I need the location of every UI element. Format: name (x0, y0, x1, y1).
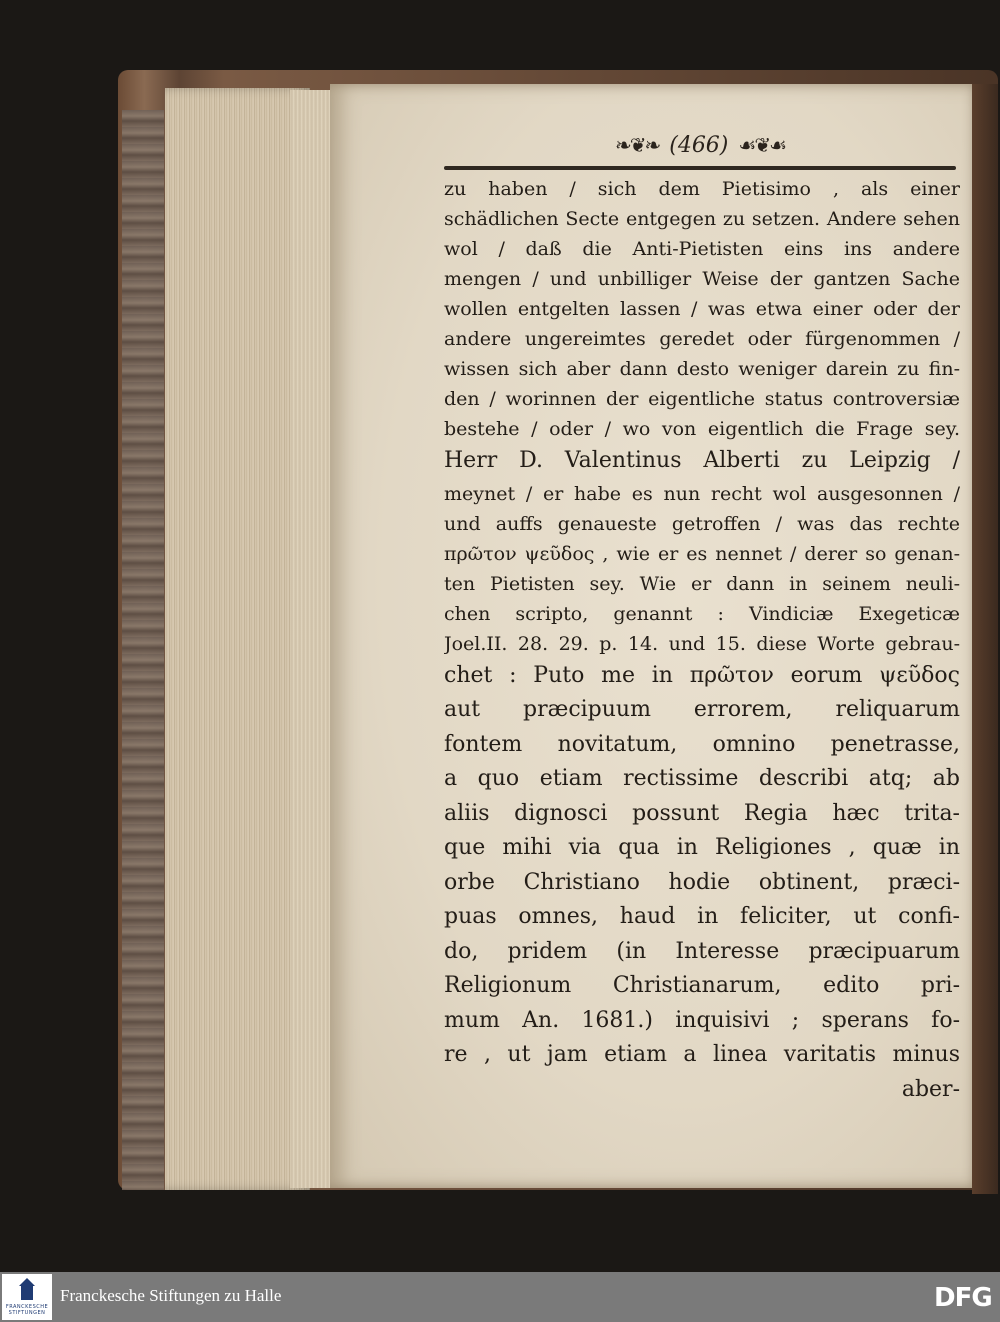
text-line: πρῶτον ψεῦδος , wie er es nennet / derer so genan- (444, 542, 960, 565)
text-line: schädlichen Secte entgegen zu setzen. Andere sehen (444, 208, 960, 230)
text-line: bestehe / oder / wo von eigentlich die Frage sey. (444, 418, 960, 440)
header-rule (444, 166, 956, 170)
logo-text: FRANCKESCHE STIFTUNGEN (5, 1304, 49, 1316)
text-line: que mihi via qua in Religiones , quæ in (444, 835, 960, 860)
text-line: chet : Puto me in πρῶτον eorum ψεῦδος (444, 662, 960, 688)
text-line: mengen / und unbilliger Weise der gantzen Sache (444, 268, 960, 290)
text-line: wol / daß die Anti-Pietisten eins ins andere (444, 238, 960, 260)
text-line: chen scripto, genannt : Vindiciæ Exegeticæ (444, 602, 960, 625)
text-line: orbe Christiano hodie obtinent, præci- (444, 869, 960, 895)
text-line: ten Pietisten sey. Wie er dann in seinem neuli- (444, 572, 960, 595)
text-line: do, pridem (in Interesse præcipuarum (444, 938, 960, 964)
text-line: aliis dignosci possunt Regia hæc trita- (444, 800, 960, 826)
text-line: re , ut jam etiam a linea varitatis minus (444, 1042, 960, 1067)
text-line: Herr D. Valentinus Alberti zu Leipzig / (444, 448, 960, 473)
text-line: Joel.II. 28. 29. p. 14. und 15. diese Worte gebrau- (444, 632, 960, 655)
institution-logo[interactable] (2, 1274, 52, 1320)
catchword: aber- (901, 1076, 960, 1102)
ornament-left: ❧❦❧ (614, 133, 660, 157)
text-line: mum An. 1681.) inquisivi ; sperans fo- (444, 1007, 960, 1033)
text-line: aut præcipuum errorem, reliquarum (444, 697, 960, 722)
text-line: den / worinnen der eigentliche status controversiæ (444, 388, 960, 410)
text-line: a quo etiam rectissime describi atq; ab (444, 766, 960, 791)
dfg-logo[interactable]: DFG (934, 1283, 992, 1313)
text-line: zu haben / sich dem Pietisimo , als einer (444, 178, 960, 200)
page-stack-inner-edge (290, 90, 335, 1188)
text-line: andere ungereimtes geredet oder fürgenommen / (444, 328, 960, 350)
text-line: und auffs genaueste getroffen / was das rechte (444, 512, 960, 535)
page-text (444, 174, 960, 1107)
page-stack-edge (165, 88, 310, 1190)
text-line: wollen entgelten lassen / was etwa einer oder der (444, 298, 960, 320)
text-line: fontem novitatum, omnino penetrasse, (444, 731, 960, 757)
institution-name[interactable]: Franckesche Stiftungen zu Halle (60, 1286, 282, 1305)
running-head (600, 128, 800, 162)
page-number: (466) (669, 132, 729, 158)
text-line: meynet / er habe es nun recht wol ausgesonnen / (444, 482, 960, 505)
cover-right-edge (972, 84, 998, 1194)
book-spine-edge (122, 110, 164, 1190)
ornament-right: ☙❦☙ (738, 133, 786, 157)
text-line: puas omnes, haud in feliciter, ut confi- (444, 904, 960, 929)
text-line: wissen sich aber dann desto weniger darein zu fin- (444, 358, 960, 380)
text-line: Religionum Christianarum, edito pri- (444, 973, 960, 998)
building-icon (17, 1278, 37, 1302)
